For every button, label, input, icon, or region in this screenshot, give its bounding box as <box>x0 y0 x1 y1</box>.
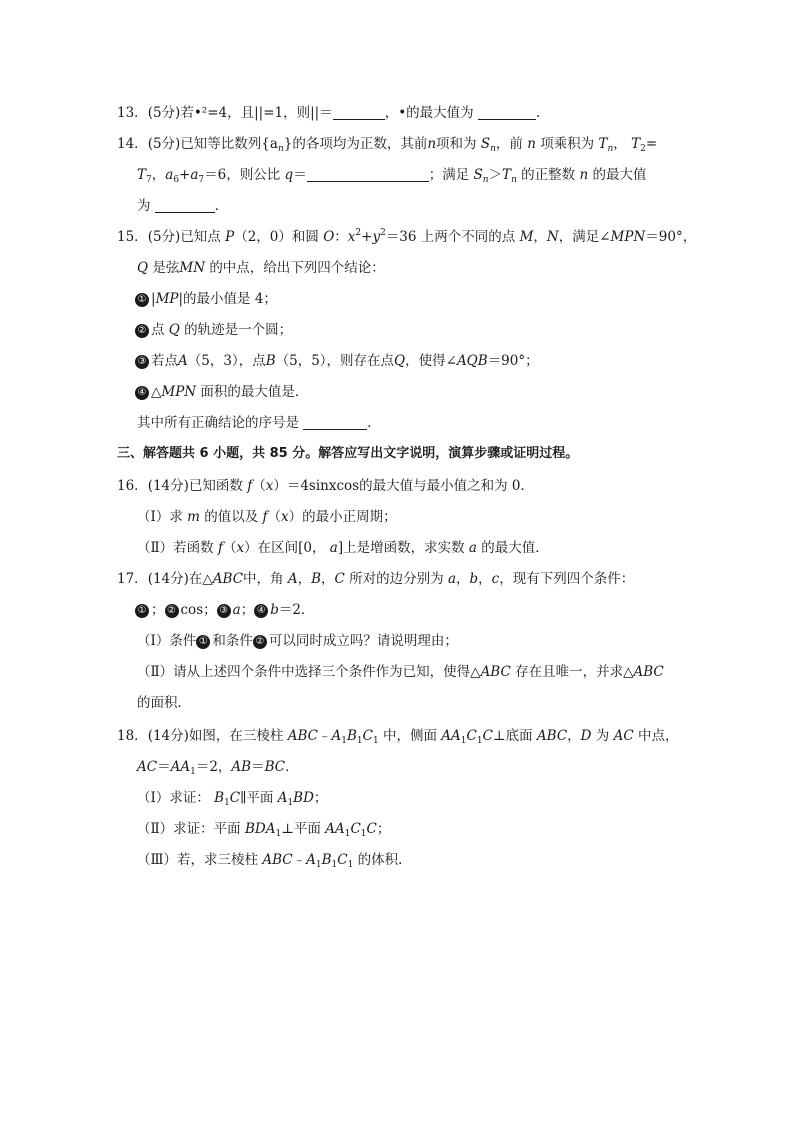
q15-text: 已知点 <box>180 229 221 245</box>
q15-last-line <box>137 414 381 432</box>
q13-dot: • <box>193 105 202 121</box>
q18-sub: 1 <box>460 736 467 746</box>
q18-text: 的体积． <box>357 852 412 868</box>
q15-var: N <box>546 229 559 245</box>
q17-var: C <box>334 571 345 587</box>
q14-text: = <box>645 136 658 152</box>
q18-var: ABC <box>262 852 293 868</box>
q18-text: 如图，在三棱柱 <box>188 728 284 744</box>
q18-sub: 1 <box>356 736 363 746</box>
q15-var: x <box>347 229 356 245</box>
q18-var: C <box>482 728 493 744</box>
q17-text: ， <box>297 571 312 587</box>
q17-var: ABC <box>633 664 664 680</box>
q18-sub: 1 <box>275 829 282 839</box>
q14-text: + <box>179 167 191 183</box>
q17-var: a <box>447 571 457 587</box>
q14-sub: n <box>277 144 284 154</box>
question-14-line3 <box>137 197 228 215</box>
q14-var: q <box>284 167 294 183</box>
q14-text: 项和为 <box>436 136 477 152</box>
q15-text: ＝90°； <box>487 353 539 369</box>
q18-text: ， <box>567 728 581 744</box>
circled-number-1: ① <box>135 293 149 307</box>
q14-text: 项乘积为 <box>540 136 595 152</box>
q15-var: Q <box>394 353 406 369</box>
q16-var: f <box>262 509 268 525</box>
q18-var: A <box>277 790 288 806</box>
q16-text: （Ⅰ）求 <box>137 509 183 525</box>
q18-text: ＝ <box>157 759 171 775</box>
q14-text: ， <box>613 136 627 152</box>
q14-var: S <box>473 167 483 183</box>
q17-text: 中，角 <box>243 571 284 587</box>
q15-text: 点 <box>151 322 165 338</box>
q18-sub: 1 <box>315 860 322 870</box>
q18-text: ﹣ <box>292 852 307 868</box>
q18-var: C <box>350 821 361 837</box>
q15-text: ，使得∠ <box>405 353 457 369</box>
q17-text: ＝2． <box>278 602 315 618</box>
q15-text: 是弦 <box>152 260 180 276</box>
question-18-line1 <box>117 727 678 745</box>
question-15-line1: 15．(5分)已知点 P（2，0）和圆 O：$x^2+y^2=36$ 上两个不同的点 M，N，满足∠MPN＝90°， <box>117 228 697 245</box>
question-16-line1 <box>117 477 534 495</box>
q14-text: 为 <box>137 198 151 214</box>
q15-conclusion-1 <box>135 290 277 308</box>
q16-text: 已知函数 <box>188 478 243 494</box>
q18-sub: 1 <box>360 829 367 839</box>
q18-text: ＝2， <box>195 759 232 775</box>
q13-number: 13． <box>117 105 148 121</box>
q14-var: n <box>527 136 536 152</box>
q15-var: A <box>178 353 188 369</box>
q15-conclusion-3 <box>135 352 539 370</box>
q15-text: ＝90°， <box>645 229 697 245</box>
q18-sub: 1 <box>331 860 338 870</box>
q17-var: b <box>270 602 279 618</box>
q18-text: （Ⅱ）求证：平面 <box>137 821 241 837</box>
q13-dot2: • <box>398 105 407 121</box>
q14-sub: n <box>490 144 496 154</box>
q15-end: ． <box>367 415 381 431</box>
q13-comma: ， <box>384 105 399 121</box>
q18-var: A <box>306 852 316 868</box>
q18-text: （Ⅲ）若，求三棱柱 <box>137 852 259 868</box>
q14-text: 已知等比数列{a <box>180 136 278 152</box>
q17-number: 17． <box>117 571 148 587</box>
q17-text: 的面积． <box>137 695 191 711</box>
q16-text: ）＝4sinxcos的最大值与最小值之和为 0． <box>273 478 534 494</box>
q15-number: 15． <box>117 229 148 245</box>
q14-text: 的正整数 <box>521 167 576 183</box>
q17-text: 所对的边分别为 <box>349 571 444 587</box>
q17-var: c <box>491 571 500 587</box>
q15-score: (5分) <box>147 229 181 245</box>
q16-text: （ <box>267 509 282 525</box>
q15-text: ，满足∠ <box>558 229 611 245</box>
q16-var: x <box>236 540 245 556</box>
question-18-line2 <box>137 758 299 776</box>
q14-var: a <box>190 167 199 183</box>
q16-text: （ <box>222 540 237 556</box>
q15-conclusion-2 <box>135 321 292 339</box>
q14-text: ， <box>151 167 166 183</box>
circled-number-1: ① <box>196 635 210 649</box>
q18-var: C <box>466 728 477 744</box>
q18-text: 为 <box>595 728 610 744</box>
q15-text: | <box>151 291 156 307</box>
q14-text: ＞ <box>488 167 503 183</box>
q16-text: 的最大值． <box>481 540 549 556</box>
q15-text: |的最小值是 4； <box>178 291 277 307</box>
q15-text: 的轨迹是一个圆； <box>184 322 293 338</box>
q16-var: x <box>265 478 274 494</box>
q18-text: ； <box>376 821 391 837</box>
q18-text: ⊥底面 <box>492 728 533 744</box>
q14-sub: 7 <box>198 175 205 185</box>
q15-text: 的中点，给出下列四个结论： <box>209 260 385 276</box>
q15-text: 面积的最大值是． <box>200 384 309 400</box>
q18-var: A <box>331 728 342 744</box>
q16-text: ）在区间[0， <box>244 540 326 556</box>
question-17-part2 <box>137 663 664 681</box>
q14-text: ；满足 <box>428 167 470 183</box>
circled-number-2: ② <box>135 324 149 338</box>
circled-number-3: ③ <box>217 604 231 618</box>
q18-text: ＝ <box>251 759 265 775</box>
q18-sub: 1 <box>344 829 351 839</box>
question-18-part2 <box>137 820 390 838</box>
q15-text: △ <box>151 384 162 400</box>
circled-number-3: ③ <box>135 355 149 369</box>
q18-var: ABC <box>536 728 568 744</box>
q16-var: x <box>281 509 289 525</box>
question-14-line2 <box>137 166 646 184</box>
q15-var: MN <box>179 260 206 276</box>
q15-text: （5，3），点 <box>187 353 266 369</box>
q18-var: BD <box>293 790 314 806</box>
q18-sub: 1 <box>347 860 354 870</box>
q18-var: AA <box>441 728 461 744</box>
q18-var: C <box>337 852 348 868</box>
q17-text: 存在且唯一，并求△ <box>515 664 634 680</box>
q17-var: ABC <box>212 571 244 587</box>
question-17-part2-cont <box>137 694 191 712</box>
q13-blank-2[interactable] <box>478 105 536 120</box>
q17-text: （Ⅱ）请从上述四个条件中选择三个条件作为已知，使得△ <box>137 664 481 680</box>
q18-var: AA <box>170 759 191 775</box>
q18-var: C <box>229 790 241 806</box>
q16-text: （Ⅱ）若函数 <box>137 540 214 556</box>
q18-var: B <box>321 852 332 868</box>
q15-var: MPN <box>161 384 197 400</box>
q15-text: ： <box>334 229 348 245</box>
q16-score: (14分) <box>147 478 189 494</box>
q14-end: ． <box>214 198 229 214</box>
q18-text: 中，侧面 <box>382 728 437 744</box>
q15-text: ， <box>533 229 547 245</box>
q15-text: + <box>361 229 373 245</box>
q18-text: ∥平面 <box>240 790 274 806</box>
q16-text: （ <box>252 478 266 494</box>
q18-var: BC <box>264 759 286 775</box>
q17-text: ， <box>456 571 470 587</box>
q15-var: P <box>225 229 235 245</box>
q18-var: ABC <box>287 728 318 744</box>
question-18-part1 <box>137 789 327 807</box>
q16-var: a <box>329 540 338 556</box>
circled-number-1: ① <box>135 604 149 618</box>
q18-text: ﹣ <box>317 728 332 744</box>
q16-number: 16． <box>117 478 148 494</box>
q14-var: S <box>480 136 491 152</box>
q16-text: ]上是增函数，求实数 <box>337 540 465 556</box>
q14-sub: 7 <box>146 175 152 185</box>
q18-sub: 1 <box>190 767 196 777</box>
q15-var: M <box>519 229 534 245</box>
q17-text: （Ⅰ）条件 <box>137 633 197 649</box>
q14-var: T <box>598 136 608 152</box>
q14-var: T <box>502 167 512 183</box>
q15-var: MPN <box>610 229 646 245</box>
q17-text: cos； <box>180 602 217 618</box>
q16-text: ）的最小正周期； <box>288 509 397 525</box>
q17-text: ； <box>151 602 165 618</box>
q14-sub: n <box>511 175 517 185</box>
q18-var: C <box>366 821 377 837</box>
question-13 <box>117 104 549 122</box>
q13-ask: 的最大值为 <box>406 105 474 121</box>
question-17-conditions <box>135 601 314 619</box>
q18-text: ； <box>313 790 328 806</box>
q15-var: O <box>323 229 335 245</box>
q14-text: ，前 <box>495 136 523 152</box>
q15-text: 其中所有正确结论的序号是 <box>137 415 299 431</box>
q18-var: D <box>580 728 592 744</box>
q14-score: (5分) <box>147 136 181 152</box>
q15-var: MP <box>155 291 179 307</box>
q14-text: 的最大值 <box>592 167 647 183</box>
q15-var: Q <box>168 322 180 338</box>
question-17-part1 <box>137 632 458 650</box>
q15-var: AQB <box>456 353 488 369</box>
circled-number-2: ② <box>165 604 179 618</box>
q17-text: 和条件 <box>212 633 253 649</box>
q14-blank-2[interactable] <box>155 198 215 213</box>
q18-var: B <box>214 790 225 806</box>
question-16-part1 <box>137 508 397 526</box>
q18-var: AC <box>613 728 634 744</box>
q15-var: Q <box>137 260 149 276</box>
q18-var: BDA <box>244 821 276 837</box>
q14-text: ＝ <box>293 167 307 183</box>
q16-text: 的值以及 <box>204 509 259 525</box>
circled-number-2: ② <box>253 635 267 649</box>
q14-var: n <box>427 136 437 152</box>
q15-text: 若点 <box>151 353 178 369</box>
q15-conclusion-4 <box>135 383 308 401</box>
question-14-line1 <box>117 135 657 153</box>
q18-number: 18． <box>117 728 148 744</box>
q13-text: 若 <box>180 105 194 121</box>
question-18-part3 <box>137 851 412 869</box>
q13-condition: ²=4，且||=1，则||＝ <box>201 105 333 121</box>
q14-text: }的各项均为正数，其前 <box>283 136 428 152</box>
question-16-part2 <box>137 539 549 557</box>
q15-blank[interactable] <box>303 415 367 430</box>
q17-text: ； <box>240 602 255 618</box>
q18-text: ． <box>285 759 299 775</box>
q14-sub: n <box>607 144 614 154</box>
q16-var: m <box>187 509 200 525</box>
q13-blank-1[interactable] <box>333 105 385 120</box>
q15-text: （2，0）和圆 <box>234 229 319 245</box>
q17-var: a <box>232 602 241 618</box>
q16-var: f <box>217 540 223 556</box>
q14-text: ＝6，则公比 <box>204 167 281 183</box>
q18-text: （Ⅰ）求证： <box>137 790 210 806</box>
q17-var: B <box>311 571 322 587</box>
q14-number: 14． <box>117 136 148 152</box>
q18-var: AA <box>325 821 345 837</box>
q17-var: b <box>469 571 479 587</box>
q13-end: ． <box>535 105 550 121</box>
q14-sub: n <box>482 175 489 185</box>
question-17-line1 <box>117 570 634 588</box>
q17-text: ，现有下列四个条件： <box>499 571 635 587</box>
q18-text: 中点， <box>637 728 679 744</box>
q18-text: ⊥平面 <box>281 821 321 837</box>
q18-sub: 1 <box>287 798 294 808</box>
q18-var: AB <box>231 759 252 775</box>
q16-var: f <box>247 478 253 494</box>
q15-var: y <box>372 229 381 245</box>
question-15-line2 <box>137 259 385 277</box>
q17-text: 可以同时成立吗？请说明理由； <box>268 633 458 649</box>
q18-sub: 1 <box>224 798 230 808</box>
q18-sub: 1 <box>476 736 483 746</box>
q14-var: n <box>579 167 589 183</box>
q14-sub: 6 <box>173 175 180 185</box>
q14-blank-1[interactable] <box>307 167 429 182</box>
q14-var: T <box>631 136 641 152</box>
q15-var: B <box>265 353 276 369</box>
q15-text: ＝36 上两个不同的点 <box>385 229 516 245</box>
q14-sub: 2 <box>640 144 646 154</box>
q18-var: B <box>346 728 357 744</box>
q17-text: ， <box>478 571 492 587</box>
q18-sub: 1 <box>341 736 347 746</box>
q17-var: ABC <box>480 664 511 680</box>
q18-sub: 1 <box>372 736 379 746</box>
section-3-heading: 三、解答题共 6 小题，共 85 分。解答应写出文字说明，演算步骤或证明过程。 <box>117 446 579 461</box>
q18-var: C <box>362 728 373 744</box>
circled-number-4: ④ <box>254 604 268 618</box>
q17-text: ， <box>321 571 335 587</box>
q17-var: A <box>287 571 298 587</box>
q15-text: （5，5），则存在点 <box>275 353 395 369</box>
q16-var: a <box>468 540 477 556</box>
circled-number-4: ④ <box>135 386 149 400</box>
q14-var: T <box>137 167 147 183</box>
q17-score: (14分) <box>147 571 189 587</box>
q14-var: a <box>165 167 174 183</box>
q13-score: (5分) <box>147 105 181 121</box>
q17-text: 在△ <box>188 571 213 587</box>
q18-score: (14分) <box>147 728 189 744</box>
q18-var: AC <box>137 759 158 775</box>
